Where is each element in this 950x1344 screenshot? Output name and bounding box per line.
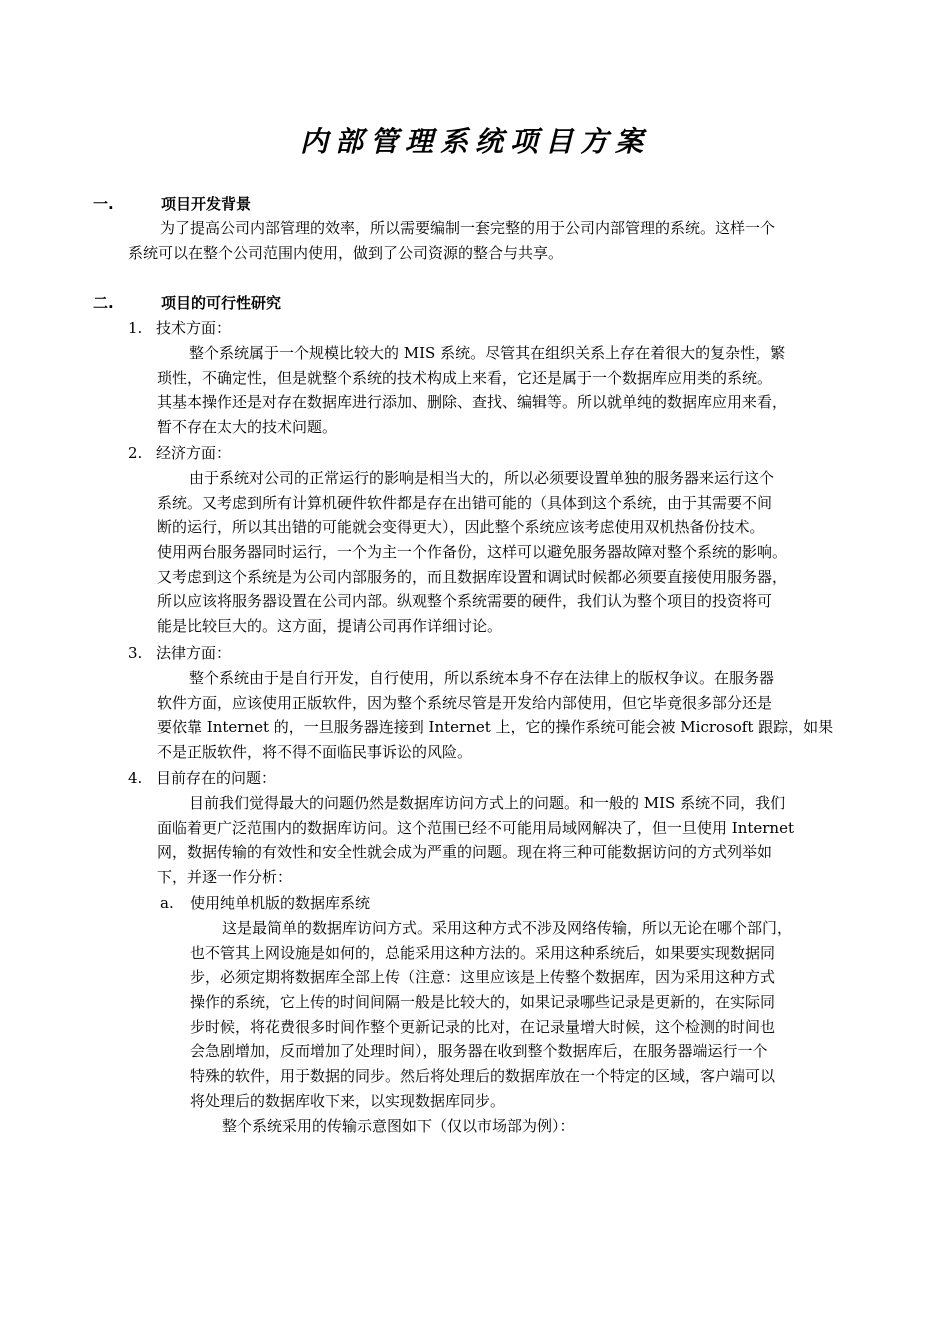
paragraph-line: 断的运行，所以其出错的可能就会变得更大），因此整个系统应该考虑使用双机热备份技术。 [157, 518, 765, 537]
background-paragraph [128, 216, 856, 265]
paragraph-line: 步时候，将花费很多时间作整个更新记录的比对，在记录量增大时候，这个检测的时间也 [190, 1017, 776, 1036]
paragraph-line: 也不管其上网设施是如何的，总能采用这种方法的。采用这种系统后，如果要实现数据同 [190, 943, 776, 962]
item-title: 法律方面： [156, 644, 232, 662]
economic-paragraph [157, 466, 857, 639]
item-number: 1. [128, 319, 143, 337]
paragraph-line: 整个系统属于一个规模比较大的 MIS 系统。尽管其在组织关系上存在着很大的复杂性，繁 [189, 344, 786, 362]
section-number: 二. [93, 294, 114, 312]
subitem-number: a. [160, 894, 174, 912]
paragraph-line: 系统。又考虑到所有计算机硬件软件都是存在出错可能的（具体到这个系统，由于其需要不间 [157, 493, 773, 512]
item-title: 目前存在的问题： [156, 769, 277, 787]
current-issues-paragraph [157, 791, 857, 890]
paragraph-line: 这是最简单的数据库访问方式。采用这种方式不涉及网络传输，所以无论在哪个部门， [222, 919, 793, 937]
paragraph-line: 下，并逐一作分析： [157, 868, 293, 887]
item-heading-technical [128, 317, 231, 338]
section-number: 一. [93, 195, 114, 213]
paragraph-line: 所以应该将服务器设置在公司内部。纵观整个系统需要的硬件，我们认为整个项目的投资将可 [157, 592, 773, 611]
paragraph-line: 由于系统对公司的正常运行的影响是相当大的，所以必须要设置单独的服务器来运行这个 [189, 469, 775, 487]
paragraph-line: 软件方面，应该使用正版软件，因为整个系统尽管是开发给内部使用，但它毕竟很多部分还是 [157, 693, 773, 712]
paragraph-line: 不是正版软件，将不得不面临民事诉讼的风险。 [157, 743, 473, 762]
document-title: 内部管理系统项目方案 [299, 125, 650, 158]
technical-paragraph [157, 341, 857, 440]
item-heading-legal [128, 642, 231, 663]
paragraph-line: 步，必须定期将数据库全部上传（注意：这里应该是上传整个数据库，因为采用这种方式 [190, 968, 776, 987]
paragraph-line: 整个系统由于是自行开发，自行使用，所以系统本身不存在法律上的版权争议。在服务器 [189, 669, 775, 687]
item-heading-economic [128, 442, 231, 463]
paragraph-line: 其基本操作还是对存在数据库进行添加、删除、查找、编辑等。所以就单纯的数据库应用来看， [157, 393, 788, 412]
paragraph-line: 系统可以在整个公司范围内使用，做到了公司资源的整合与共享。 [128, 243, 564, 262]
paragraph-line: 目前我们觉得最大的问题仍然是数据库访问方式上的问题。和一般的 MIS 系统不同，我们 [189, 794, 786, 812]
paragraph-line: 使用两台服务器同时运行，一个为主一个作备份，这样可以避免服务器故障对整个系统的影响。 [157, 543, 788, 562]
paragraph-line: 又考虑到这个系统是为公司内部服务的，而且数据库设置和调试时候都必须要直接使用服务器， [157, 567, 788, 586]
section-title: 项目开发背景 [161, 195, 252, 213]
item-heading-current-issues [128, 767, 276, 788]
subitem-heading-standalone-db [160, 892, 370, 913]
paragraph-line: 要依靠 Internet 的，一旦服务器连接到 Internet 上，它的操作系统可能会被 Microsoft 跟踪，如果 [157, 718, 834, 737]
section-title: 项目的可行性研究 [161, 294, 282, 312]
paragraph-line: 会急剧增加，反而增加了处理时间），服务器在收到整个数据库后，在服务器端运行一个 [190, 1042, 768, 1061]
item-number: 3. [128, 644, 143, 662]
paragraph-line: 暂不存在太大的技术问题。 [157, 418, 338, 437]
paragraph-line: 特殊的软件，用于数据的同步。然后将处理后的数据库放在一个特定的区域，客户端可以 [190, 1067, 776, 1086]
section-heading-background [93, 193, 251, 214]
subitem-title: 使用纯单机版的数据库系统 [190, 894, 371, 912]
item-number: 4. [128, 769, 143, 787]
item-title: 技术方面： [156, 319, 232, 337]
paragraph-line: 面临着更广泛范围内的数据库访问。这个范围已经不可能用局域网解决了，但一旦使用 Internet [157, 818, 794, 837]
standalone-db-paragraph [190, 916, 858, 1138]
paragraph-line: 将处理后的数据库收下来，以实现数据库同步。 [190, 1091, 506, 1110]
diagram-intro-line: 整个系统采用的传输示意图如下（仅以市场部为例）： [222, 1116, 575, 1135]
item-title: 经济方面： [156, 444, 232, 462]
paragraph-line: 操作的系统，它上传的时间间隔一般是比较大的，如果记录哪些记录是更新的，在实际同 [190, 993, 776, 1012]
paragraph-line: 能是比较巨大的。这方面，提请公司再作详细讨论。 [157, 617, 503, 636]
item-number: 2. [128, 444, 143, 462]
section-heading-feasibility [93, 292, 281, 313]
paragraph-line: 琐性，不确定性，但是就整个系统的技术构成上来看，它还是属于一个数据库应用类的系统。 [157, 368, 773, 387]
paragraph-line: 为了提高公司内部管理的效率，所以需要编制一套完整的用于公司内部管理的系统。这样一个 [160, 219, 776, 237]
paragraph-line: 网，数据传输的有效性和安全性就会成为严重的问题。现在将三种可能数据访问的方式列举如 [157, 843, 773, 862]
legal-paragraph [157, 666, 857, 765]
